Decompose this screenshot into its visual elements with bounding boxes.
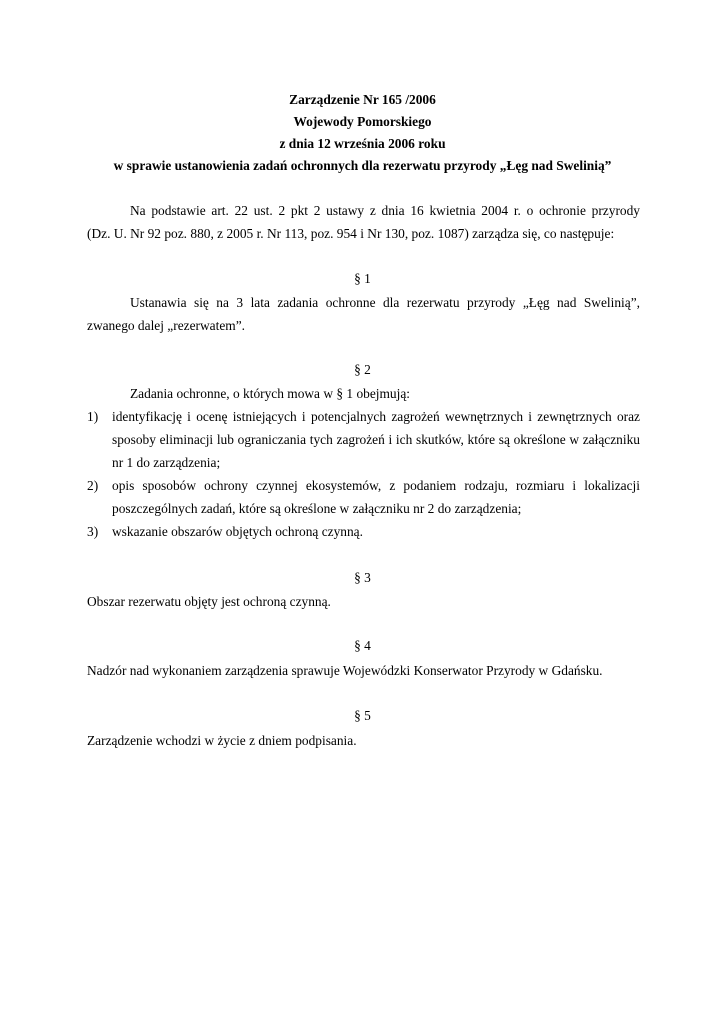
list-item-2-line-2: poszczególnych zadań, które są określone w załączniku nr 2 do zarządzenia; [112,501,522,516]
section-1-heading: § 1 [354,271,371,286]
section-4-text: Nadzór nad wykonaniem zarządzenia sprawuje Wojewódzki Konserwator Przyrody w Gdańsku. [87,663,603,678]
title-line-3: z dnia 12 września 2006 roku [279,136,446,151]
section-3-text: Obszar rezerwatu objęty jest ochroną czynną. [87,594,331,609]
list-item-1-line-1: identyfikację i ocenę istniejących i potencjalnych zagrożeń wewnętrznych i zewnętrznych oraz [112,409,640,424]
section-2-heading: § 2 [354,362,371,377]
section-1-line-1: Ustanawia się na 3 lata zadania ochronne dla rezerwatu przyrody „Łęg nad Swelinią”, [130,295,640,310]
list-item-3 [87,520,640,543]
section-4-paragraph [87,659,640,682]
title-line-2: Wojewody Pomorskiego [293,114,432,129]
document-title-block [0,89,725,177]
preamble-line-1: Na podstawie art. 22 ust. 2 pkt 2 ustawy z dnia 16 kwietnia 2004 r. o ochronie przyrody [130,203,640,218]
list-item-2-line-1: opis sposobów ochrony czynnej ekosystemów, z podaniem rodzaju, rozmiaru i lokalizacji [112,478,640,493]
list-item-3-number: 3) [87,524,99,539]
section-1-paragraph [87,291,640,337]
section-2-intro [87,382,640,405]
preamble-line-2: (Dz. U. Nr 92 poz. 880, z 2005 r. Nr 113, poz. 954 i Nr 130, poz. 1087) zarządza się, co następuje: [87,226,615,241]
section-3-heading: § 3 [354,570,371,585]
title-line-1: Zarządzenie Nr 165 /2006 [289,92,436,107]
section-1-line-2: zwanego dalej „rezerwatem”. [87,318,245,333]
section-5-paragraph [87,729,640,752]
section-3-paragraph [87,590,640,613]
list-item-2 [87,474,640,520]
title-line-4: w sprawie ustanowienia zadań ochronnych dla rezerwatu przyrody „Łęg nad Swelinią” [113,158,612,173]
section-5-text: Zarządzenie wchodzi w życie z dniem podpisania. [87,733,357,748]
list-item-1-line-3: nr 1 do zarządzenia; [112,455,221,470]
preamble-paragraph [87,199,640,245]
list-item-2-number: 2) [87,478,99,493]
list-item-1-line-2: sposoby eliminacji lub ograniczania tych zagrożeń i ich skutków, które są określone w załączniku [112,432,640,447]
section-4-heading: § 4 [354,638,371,653]
list-item-1 [87,405,640,474]
section-2-list [87,405,640,543]
section-2-intro-line: Zadania ochronne, o których mowa w § 1 obejmują: [130,386,411,401]
list-item-3-line-1: wskazanie obszarów objętych ochroną czynną. [112,524,363,539]
section-5-heading: § 5 [354,708,371,723]
list-item-1-number: 1) [87,409,99,424]
